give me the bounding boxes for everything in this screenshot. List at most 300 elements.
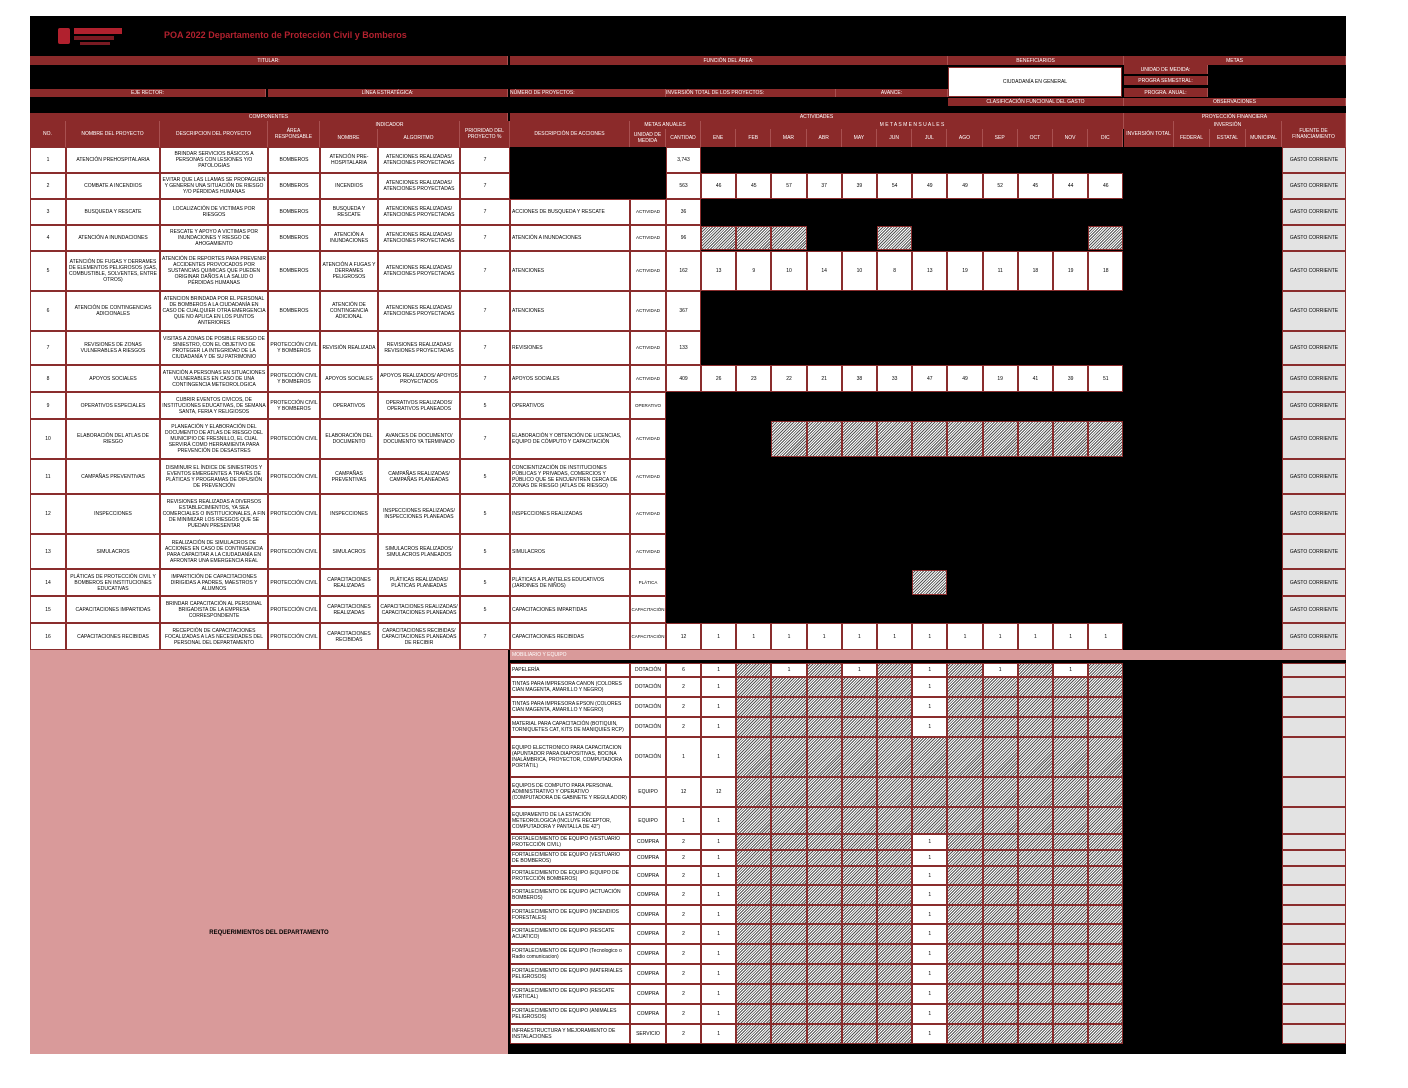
project-indicador: APOYOS SOCIALES: [320, 365, 378, 392]
hatched-cell: [736, 850, 771, 866]
project-unidad: ACTIVIDAD: [630, 494, 666, 534]
project-area: PROTECCIÓN CIVIL: [268, 459, 320, 494]
hatched-cell: [1053, 697, 1088, 717]
req-fuente: [1282, 924, 1346, 944]
project-month-value: 57: [771, 173, 806, 199]
req-fuente: [1282, 737, 1346, 777]
hatched-cell: [1018, 984, 1053, 1004]
project-indicador: ELABORACIÓN DEL DOCUMENTO: [320, 419, 378, 459]
req-unidad: COMPRA: [630, 1004, 666, 1024]
project-no: 7: [30, 331, 66, 365]
hatched-cell: [877, 885, 912, 905]
hatched-cell: [877, 777, 912, 807]
project-unidad: ACTIVIDAD: [630, 534, 666, 569]
col-metas-mensuales: M E T A S M E N S U A L E S: [701, 121, 1124, 129]
req-ene: 1: [701, 807, 736, 834]
req-ene: 1: [701, 924, 736, 944]
project-accion: OPERATIVOS: [510, 392, 630, 419]
project-descripcion: ATENCIÓN DE REPORTES PARA PREVENIR ACCIDENTES PROVOCADOS POR SUSTANCIAS QUIMICAS QUE PUEDEN ORIGINAR DAÑOS A LA SALUD O PÉRDIDAS HUMANAS: [160, 251, 268, 291]
hatched-cell: [736, 1004, 771, 1024]
col-indicador: INDICADOR: [320, 121, 460, 129]
hatched-cell: [807, 717, 842, 737]
project-fuente: GASTO CORRIENTE: [1282, 534, 1346, 569]
hatched-cell: [1088, 984, 1123, 1004]
project-no: 5: [30, 251, 66, 291]
project-nombre: SIMULACROS: [66, 534, 160, 569]
req-unidad: SERVICIO: [630, 1024, 666, 1044]
hatched-cell: [842, 944, 877, 964]
hatched-cell: [877, 717, 912, 737]
project-accion: ELABORACIÓN Y OBTENCIÓN DE LICENCIAS, EQUIPO DE CÓMPUTO Y CAPACITACIÓN: [510, 419, 630, 459]
hatched-cell: [947, 834, 982, 850]
project-fuente: GASTO CORRIENTE: [1282, 419, 1346, 459]
req-jul: 1: [912, 1004, 947, 1024]
req-descripcion: EQUIPOS DE COMPUTO PARA PERSONAL ADMINISTRATIVO Y OPERATIVO (COMPUTADORA DE GABINETE Y REGULADOR): [510, 777, 630, 807]
project-descripcion: LOCALIZACIÓN DE VICTIMAS POR RIESGOS: [160, 199, 268, 225]
project-accion: REVISIONES: [510, 331, 630, 365]
req-month: 1: [1053, 663, 1088, 677]
req-fuente: [1282, 663, 1346, 677]
project-descripcion: EVITAR QUE LAS LLAMAS SE PROPAGUEN Y GENEREN UNA SITUACIÓN DE RIESGO Y/O PÉRDIDAS HUMANAS: [160, 173, 268, 199]
project-month-value: 18: [1018, 251, 1053, 291]
hatched-cell: [701, 226, 736, 250]
req-fuente: [1282, 807, 1346, 834]
hatched-cell: [771, 777, 806, 807]
hatched-cell: [1088, 834, 1123, 850]
hatched-cell: [877, 944, 912, 964]
hatched-cell: [736, 866, 771, 885]
project-month-value: 33: [877, 365, 912, 392]
hatched-cell: [842, 964, 877, 984]
project-algoritmo: REVISIONES REALIZADAS/ REVISIONES PROYECTADAS: [378, 331, 460, 365]
project-indicador: INCENDIOS: [320, 173, 378, 199]
req-unidad: COMPRA: [630, 885, 666, 905]
project-prioridad: 7: [460, 365, 510, 392]
hatched-cell: [877, 697, 912, 717]
project-nombre: ATENCIÓN A INUNDACIONES: [66, 225, 160, 251]
project-month-value: 45: [736, 173, 771, 199]
hatched-cell: [1053, 924, 1088, 944]
req-cantidad: 2: [666, 905, 701, 924]
req-fuente: [1282, 777, 1346, 807]
hatched-cell: [807, 944, 842, 964]
hatched-cell: [1088, 807, 1123, 834]
hatched-cell: [1018, 885, 1053, 905]
hatched-cell: [807, 984, 842, 1004]
req-ene: 1: [701, 677, 736, 697]
hatched-cell: [947, 677, 982, 697]
hatched-cell: [1088, 777, 1123, 807]
project-prioridad: 7: [460, 291, 510, 331]
requerimientos-panel: [30, 650, 508, 1054]
hatched-cell: [983, 677, 1018, 697]
hatched-cell: [807, 421, 842, 457]
project-algoritmo: ATENCIONES REALIZADAS/ ATENCIONES PROYECTADAS: [378, 225, 460, 251]
req-unidad: COMPRA: [630, 984, 666, 1004]
project-cantidad: 3,743: [666, 147, 701, 173]
project-descripcion: ATENCIÓN A PERSONAS EN SITUACIONES VULNERABLES EN CASO DE UNA CONTINGENCIA METEOROLOGICA: [160, 365, 268, 392]
req-ene: 1: [701, 1024, 736, 1044]
req-fuente: [1282, 905, 1346, 924]
req-jul: 1: [912, 697, 947, 717]
eje-rector-label: EJE RECTOR:: [30, 89, 266, 97]
hatched-cell: [1053, 905, 1088, 924]
hatched-cell: [912, 777, 947, 807]
req-ene: 1: [701, 834, 736, 850]
hatched-cell: [771, 984, 806, 1004]
req-fuente: [1282, 850, 1346, 866]
project-indicador: INSPECCIONES: [320, 494, 378, 534]
req-fuente: [1282, 1004, 1346, 1024]
hatched-cell: [983, 1004, 1018, 1024]
hatched-cell: [771, 226, 806, 250]
requerimientos-label: REQUERIMIENTOS DEL DEPARTAMENTO: [209, 930, 329, 936]
req-unidad: EQUIPO: [630, 777, 666, 807]
project-area: PROTECCIÓN CIVIL Y BOMBEROS: [268, 392, 320, 419]
hatched-cell: [1088, 866, 1123, 885]
col-area: ÁREA RESPONSABLE: [268, 121, 320, 147]
project-no: 12: [30, 494, 66, 534]
project-month-value: 51: [1088, 365, 1123, 392]
project-month-value: 1: [807, 623, 842, 650]
req-fuente: [1282, 984, 1346, 1004]
req-ene: 1: [701, 964, 736, 984]
project-unidad: CAPACITACIÓN: [630, 623, 666, 650]
col-municipal: MUNICIPAL: [1246, 129, 1282, 147]
project-fuente: GASTO CORRIENTE: [1282, 251, 1346, 291]
project-month-value: 13: [912, 251, 947, 291]
project-fuente: GASTO CORRIENTE: [1282, 291, 1346, 331]
hatched-cell: [1018, 834, 1053, 850]
hatched-cell: [1018, 777, 1053, 807]
col-acciones: DESCRIPCIÓN DE ACCIONES: [510, 121, 630, 147]
project-algoritmo: ATENCIONES REALIZADAS/ ATENCIONES PROYECTADAS: [378, 251, 460, 291]
req-jul: 1: [912, 984, 947, 1004]
hatched-cell: [1018, 924, 1053, 944]
componentes-header: COMPONENTES: [30, 113, 508, 121]
req-jul: 1: [912, 717, 947, 737]
hatched-cell: [1018, 421, 1053, 457]
project-no: 2: [30, 173, 66, 199]
req-unidad: COMPRA: [630, 905, 666, 924]
project-month-value: 1: [1053, 623, 1088, 650]
project-fuente: GASTO CORRIENTE: [1282, 365, 1346, 392]
hatched-cell: [983, 924, 1018, 944]
req-unidad: COMPRA: [630, 944, 666, 964]
project-descripcion: IMPARTICIÓN DE CAPACITACIONES DIRIGIDAS A PADRES, MAESTROS Y ALUMNOS: [160, 569, 268, 596]
hatched-cell: [877, 737, 912, 777]
req-jul: 1: [912, 885, 947, 905]
col-no: NO.: [30, 121, 66, 147]
project-month-value: 1: [1018, 623, 1053, 650]
project-accion: APOYOS SOCIALES: [510, 365, 630, 392]
project-month-value: 1: [842, 623, 877, 650]
project-month-value: 1: [983, 623, 1018, 650]
project-prioridad: 7: [460, 331, 510, 365]
project-descripcion: BRINDAR CAPACITACIÓN AL PERSONAL BRIGADISTA DE LA EMPRESA CORRESPONDIENTE: [160, 596, 268, 623]
project-nombre: INSPECCIONES: [66, 494, 160, 534]
hatched-cell: [842, 717, 877, 737]
req-fuente: [1282, 717, 1346, 737]
titular-label: TITULAR:: [30, 56, 508, 65]
hatched-cell: [983, 737, 1018, 777]
req-cantidad: 2: [666, 924, 701, 944]
project-nombre: ATENCIÓN PREHOSPITALARIA: [66, 147, 160, 173]
prog-anual-label: PROGRA. ANUAL:: [1124, 88, 1208, 97]
project-unidad: ACTIVIDAD: [630, 459, 666, 494]
hatched-cell: [877, 807, 912, 834]
project-accion: ACCIONES DE BUSQUEDA Y RESCATE: [510, 199, 630, 225]
col-month: NOV: [1053, 129, 1088, 147]
hatched-cell: [877, 905, 912, 924]
project-month-value: 49: [947, 365, 982, 392]
hatched-cell: [771, 866, 806, 885]
hatched-cell: [1088, 924, 1123, 944]
hatched-cell: [912, 570, 947, 595]
hatched-cell: [736, 697, 771, 717]
col-descripcion: DESCRIPCION DEL PROYECTO: [160, 121, 268, 147]
project-month-value: 19: [947, 251, 982, 291]
hatched-cell: [983, 834, 1018, 850]
section-label: MOBILIARIO Y EQUIPO: [512, 652, 567, 658]
project-fuente: GASTO CORRIENTE: [1282, 459, 1346, 494]
project-nombre: CAPACITACIONES RECIBIDAS: [66, 623, 160, 650]
project-descripcion: DISMINUIR EL ÍNDICE DE SINIESTROS Y EVENTOS EMERGENTES A TRAVÉS DE PLÁTICAS Y PROGRAMAS DE DIFUSIÓN DE PREVENCIÓN: [160, 459, 268, 494]
req-fuente: [1282, 1024, 1346, 1044]
col-algoritmo: ALGORITMO: [378, 129, 460, 147]
hatched-cell: [877, 677, 912, 697]
req-fuente: [1282, 697, 1346, 717]
req-descripcion: FORTALECIMIENTO DE EQUIPO (ACTUACIÓN BOMBEROS): [510, 885, 630, 905]
hatched-cell: [983, 697, 1018, 717]
project-accion: CAPACITACIONES IMPARTIDAS: [510, 596, 630, 623]
project-fuente: GASTO CORRIENTE: [1282, 596, 1346, 623]
project-indicador: OPERATIVOS: [320, 392, 378, 419]
project-cantidad: 409: [666, 365, 701, 392]
req-ene: 1: [701, 944, 736, 964]
hatched-cell: [877, 924, 912, 944]
project-unidad: ACTIVIDAD: [630, 365, 666, 392]
project-descripcion: REALIZACIÓN DE SIMULACROS DE ACCIONES EN CASO DE CONTINGENCIA PARA CAPACITAR A LA CIUDADANÍA EN AFRONTAR UNA EMERGENCIA REAL: [160, 534, 268, 569]
project-descripcion: RESCATE Y APOYO A VICTIMAS POR INUNDACIONES Y RIESGO DE AHOGAMIENTO: [160, 225, 268, 251]
project-descripcion: ATENCION BRINDADA POR EL PERSONAL DE BOMBEROS A LA CIUDADANÍA EN CASO DE CUALQUIER OTRA EMERGENCIA QUE NO APLICA EN LOS PUNTOS ANTERIORES: [160, 291, 268, 331]
project-cantidad: 133: [666, 331, 701, 365]
hatched-cell: [842, 1004, 877, 1024]
project-fuente: GASTO CORRIENTE: [1282, 225, 1346, 251]
hatched-cell: [947, 1004, 982, 1024]
project-accion: PLÁTICAS A PLANTELES EDUCATIVOS (JARDINES DE NIÑOS): [510, 569, 630, 596]
project-month-value: 54: [877, 173, 912, 199]
project-prioridad: 7: [460, 623, 510, 650]
hatched-cell: [736, 885, 771, 905]
project-prioridad: 5: [460, 392, 510, 419]
project-indicador: ATENCIÓN PRE-HOSPITALARIA: [320, 147, 378, 173]
col-month: DIC: [1088, 129, 1123, 147]
project-indicador: CAMPAÑAS PREVENTIVAS: [320, 459, 378, 494]
hatched-cell: [736, 1024, 771, 1044]
req-jul: 1: [912, 964, 947, 984]
project-area: PROTECCIÓN CIVIL: [268, 596, 320, 623]
hatched-cell: [983, 777, 1018, 807]
hatched-cell: [983, 807, 1018, 834]
project-no: 11: [30, 459, 66, 494]
hatched-cell: [771, 421, 806, 457]
project-prioridad: 7: [460, 251, 510, 291]
project-accion: ATENCIONES: [510, 291, 630, 331]
hatched-cell: [1088, 737, 1123, 777]
req-ene: 1: [701, 866, 736, 885]
project-algoritmo: SIMULACROS REALIZADOS/ SIMULACROS PLANEADOS: [378, 534, 460, 569]
req-descripcion: INFRAESTRUCTURA Y MEJORAMIENTO DE INSTALACIONES: [510, 1024, 630, 1044]
req-ene: 1: [701, 697, 736, 717]
hatched-cell: [842, 866, 877, 885]
project-area: PROTECCIÓN CIVIL Y BOMBEROS: [268, 331, 320, 365]
project-area: PROTECCIÓN CIVIL Y BOMBEROS: [268, 365, 320, 392]
project-no: 3: [30, 199, 66, 225]
col-month: SEP: [983, 129, 1018, 147]
project-cantidad: 96: [666, 225, 701, 251]
hatched-cell: [1088, 905, 1123, 924]
hatched-cell: [1018, 717, 1053, 737]
hatched-cell: [807, 677, 842, 697]
hatched-cell: [1018, 663, 1053, 677]
project-algoritmo: PLÁTICAS REALIZADAS/ PLÁTICAS PLANEADAS: [378, 569, 460, 596]
project-month-value: 26: [701, 365, 736, 392]
col-month: ENE: [701, 129, 736, 147]
hatched-cell: [771, 905, 806, 924]
project-month-value: 47: [912, 365, 947, 392]
project-nombre: ELABORACIÓN DEL ATLAS DE RIESGO: [66, 419, 160, 459]
project-indicador: CAPACITACIONES REALIZADAS: [320, 569, 378, 596]
municipal-logo: [56, 25, 126, 49]
req-descripcion: FORTALECIMIENTO DE EQUIPO (EQUIPO DE PROTECCIÓN BOMBEROS): [510, 866, 630, 885]
req-unidad: COMPRA: [630, 834, 666, 850]
hatched-cell: [983, 944, 1018, 964]
project-no: 8: [30, 365, 66, 392]
project-unidad: ACTIVIDAD: [630, 291, 666, 331]
hatched-cell: [1088, 885, 1123, 905]
funcion-label: FUNCIÓN DEL ÁREA:: [510, 56, 948, 65]
hatched-cell: [877, 964, 912, 984]
project-algoritmo: APOYOS REALIZADOS/ APOYOS PROYECTADOS: [378, 365, 460, 392]
actividades-header: ACTIVIDADES: [510, 113, 1124, 121]
req-descripcion: MATERIAL PARA CAPACITACIÓN (BOTIQUIN, TORNIQUETES CAT, KITS DE MANIQUIES RCP): [510, 717, 630, 737]
project-prioridad: 7: [460, 419, 510, 459]
project-nombre: ATENCIÓN DE FUGAS Y DERRAMES DE ELEMENTOS PELIGROSOS (GAS, COMBUSTIBLE, SOLVENTES, ENTRE OTROS): [66, 251, 160, 291]
req-cantidad: 2: [666, 1004, 701, 1024]
project-prioridad: 5: [460, 569, 510, 596]
hatched-cell: [807, 777, 842, 807]
req-descripcion: FORTALECIMIENTO DE EQUIPO (INCENDIOS FORESTALES): [510, 905, 630, 924]
hatched-cell: [877, 226, 912, 250]
hatched-cell: [1053, 964, 1088, 984]
project-indicador: SIMULACROS: [320, 534, 378, 569]
hatched-cell: [771, 717, 806, 737]
project-accion: SIMULACROS: [510, 534, 630, 569]
hatched-cell: [877, 866, 912, 885]
project-prioridad: 7: [460, 199, 510, 225]
hatched-cell: [842, 834, 877, 850]
req-unidad: DOTACIÓN: [630, 737, 666, 777]
project-descripcion: VISITAS A ZONAS DE POSIBLE RIESGO DE SINIESTRO, CON EL OBJETIVO DE PROTEGER LA INTEGRIDAD DE LA CIUDADANÍA Y DE SU PATRIMONIO: [160, 331, 268, 365]
project-month-value: 46: [1088, 173, 1123, 199]
hatched-cell: [771, 885, 806, 905]
project-prioridad: 7: [460, 147, 510, 173]
project-fuente: GASTO CORRIENTE: [1282, 147, 1346, 173]
req-cantidad: 2: [666, 984, 701, 1004]
col-month: MAR: [771, 129, 806, 147]
hatched-cell: [1088, 663, 1123, 677]
hatched-cell: [771, 850, 806, 866]
req-jul: 1: [912, 905, 947, 924]
project-fuente: GASTO CORRIENTE: [1282, 199, 1346, 225]
hatched-cell: [1088, 677, 1123, 697]
project-nombre: CAMPAÑAS PREVENTIVAS: [66, 459, 160, 494]
project-month-value: 21: [807, 365, 842, 392]
req-ene: 1: [701, 717, 736, 737]
hatched-cell: [877, 663, 912, 677]
project-area: BOMBEROS: [268, 173, 320, 199]
project-algoritmo: CAMPAÑAS REALIZADAS/ CAMPAÑAS PLANEADAS: [378, 459, 460, 494]
project-unidad: ACTIVIDAD: [630, 225, 666, 251]
hatched-cell: [912, 737, 947, 777]
col-prioridad: PRIORIDAD DEL PROYECTO %: [460, 121, 510, 147]
hatched-cell: [771, 807, 806, 834]
hatched-cell: [807, 924, 842, 944]
req-unidad: COMPRA: [630, 866, 666, 885]
project-area: PROTECCIÓN CIVIL: [268, 569, 320, 596]
hatched-cell: [912, 807, 947, 834]
project-accion: ATENCIÓN A INUNDACIONES: [510, 225, 630, 251]
req-descripcion: FORTALECIMIENTO DE EQUIPO (Tecnologico o Radio comunicacion): [510, 944, 630, 964]
req-descripcion: FORTALECIMIENTO DE EQUIPO (ANIMALES PELIGROSOS): [510, 1004, 630, 1024]
hatched-cell: [736, 677, 771, 697]
observaciones-label: OBSERVACIONES: [1124, 98, 1346, 106]
req-cantidad: 2: [666, 944, 701, 964]
project-cantidad: 367: [666, 291, 701, 331]
col-inversion-total: INVERSIÓN TOTAL: [1124, 121, 1174, 147]
project-prioridad: 5: [460, 534, 510, 569]
beneficiarios-label: BENEFICIARIOS: [948, 56, 1124, 65]
req-unidad: COMPRA: [630, 964, 666, 984]
col-month: MAY: [842, 129, 877, 147]
col-nombre: NOMBRE DEL PROYECTO: [66, 121, 160, 147]
col-ind-nombre: NOMBRE: [320, 129, 378, 147]
project-descripcion: BRINDAR SERVICIOS BÁSICOS A PERSONAS CON LESIONES Y/O PATOLOGIAS: [160, 147, 268, 173]
poa-sheet: [30, 16, 1346, 1054]
hatched-cell: [771, 1024, 806, 1044]
hatched-cell: [842, 737, 877, 777]
project-indicador: ATENCIÓN A INUNDACIONES: [320, 225, 378, 251]
req-cantidad: 1: [666, 807, 701, 834]
hatched-cell: [736, 834, 771, 850]
hatched-cell: [807, 885, 842, 905]
hatched-cell: [736, 984, 771, 1004]
req-ene: 1: [701, 885, 736, 905]
project-month-value: 22: [771, 365, 806, 392]
project-month-value: 41: [1018, 365, 1053, 392]
hatched-cell: [1018, 1024, 1053, 1044]
req-ene: 1: [701, 663, 736, 677]
col-month: FEB: [736, 129, 771, 147]
project-algoritmo: ATENCIONES REALIZADAS/ ATENCIONES PROYECTADAS: [378, 147, 460, 173]
hatched-cell: [877, 984, 912, 1004]
ciudadania-value: CIUDADANÍA EN GENERAL: [948, 67, 1122, 97]
project-area: PROTECCIÓN CIVIL: [268, 534, 320, 569]
hatched-cell: [1088, 850, 1123, 866]
project-indicador: REVISIÓN REALIZADA: [320, 331, 378, 365]
col-unidad: UNIDAD DE MEDIDA: [630, 129, 666, 147]
